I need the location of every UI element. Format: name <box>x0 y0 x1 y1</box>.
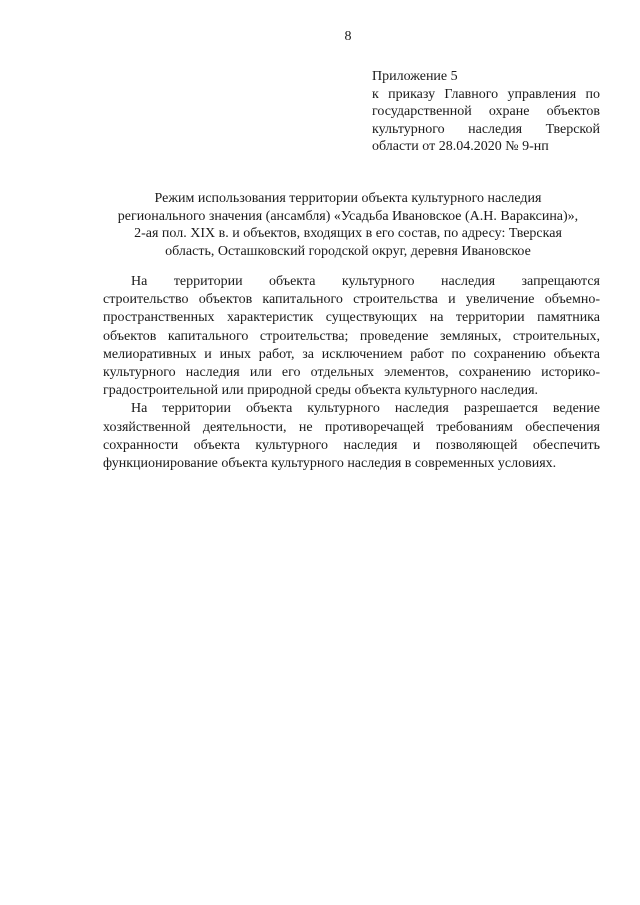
paragraph-line: На территории объекта культурного наследия запрещаются <box>131 274 600 289</box>
paragraph-line: пространственных характеристик существующих на территории памятника <box>103 310 600 326</box>
document-title <box>96 190 600 260</box>
paragraph-line: объектов капитального строительства; проведение земляных, строительных, <box>103 328 600 344</box>
appendix-line: к приказу Главного управления по <box>372 86 600 102</box>
appendix-line: области от 28.04.2020 № 9-нп <box>372 139 549 154</box>
paragraph-permissions <box>103 400 600 473</box>
title-line: область, Осташковский городской округ, деревня Ивановское <box>165 243 531 259</box>
document-body <box>103 273 600 473</box>
title-line: Режим использования территории объекта культурного наследия <box>154 191 542 206</box>
paragraph-line: хозяйственной деятельности, не противоречащей требованиям обеспечения <box>103 419 600 435</box>
paragraph-line: культурного наследия или его отдельных элементов, сохранению историко- <box>103 365 600 381</box>
appendix-line: культурного наследия Тверской <box>372 121 600 137</box>
paragraph-line: функционирование объекта культурного наследия в современных условиях. <box>103 456 557 472</box>
paragraph-line: градостроительной или природной среды объекта культурного наследия. <box>103 383 539 399</box>
appendix-line: Приложение 5 <box>372 69 458 84</box>
title-line: регионального значения (ансамбля) «Усадьба Ивановское (А.Н. Вараксина)», <box>117 208 579 224</box>
title-line: 2-ая пол. XIX в. и объектов, входящих в его состав, по адресу: Тверская <box>134 226 562 241</box>
paragraph-line: На территории объекта культурного наследия разрешается ведение <box>131 401 600 417</box>
page-number: 8 <box>344 29 352 44</box>
paragraph-prohibitions <box>103 273 600 400</box>
paragraph-line: мелиоративных и иных работ, за исключением работ по сохранению объекта <box>103 346 600 362</box>
paragraph-line: сохранности объекта культурного наследия и позволяющей обеспечить <box>103 437 600 453</box>
appendix-line: государственной охране объектов <box>372 104 600 119</box>
appendix-header <box>372 68 600 156</box>
paragraph-line: строительство объектов капитального строительства и увеличение объемно- <box>103 292 600 308</box>
